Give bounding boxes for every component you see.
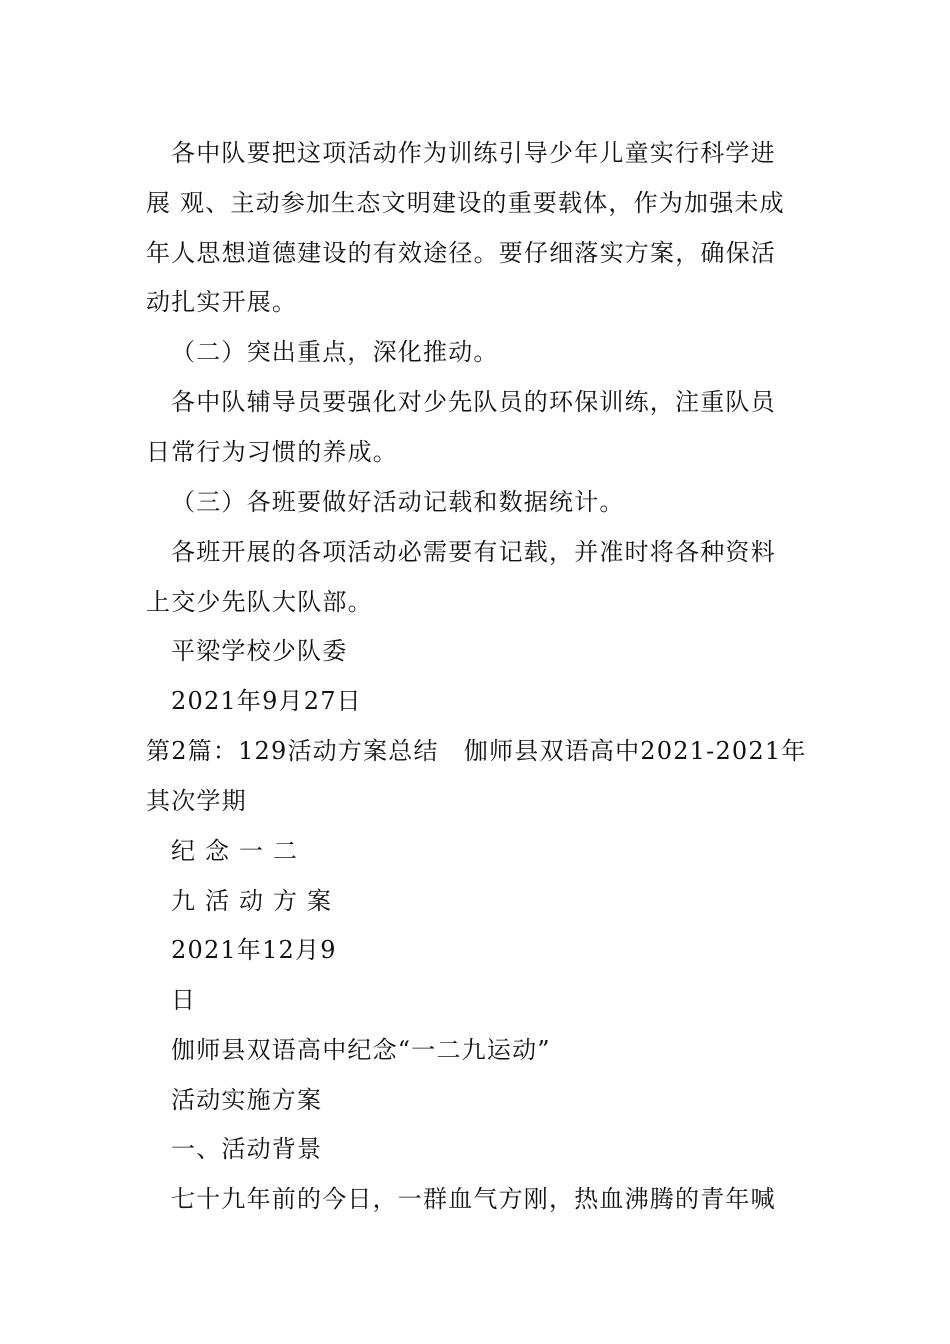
paragraph-line: 上交少先队大队部。 [146, 588, 373, 616]
paragraph-line: 各中队要把这项活动作为训练引导少年儿童实行科学进 [171, 139, 776, 167]
article-title: 第2篇：129活动方案总结 伽师县双语高中2021-2021年 [146, 737, 807, 765]
section-heading: （二）突出重点，深化推动。 [171, 338, 499, 366]
paragraph-line: 各班开展的各项活动必需要有记载，并准时将各种资料 [171, 538, 776, 566]
cover-date: 2021年12月9 [171, 936, 337, 964]
plan-title: 伽师县双语高中纪念“一二九运动” [171, 1036, 551, 1064]
signature-date: 2021年9月27日 [171, 687, 362, 715]
section-heading: 一、活动背景 [171, 1135, 323, 1163]
plan-subtitle: 活动实施方案 [171, 1086, 323, 1114]
paragraph-line: 七十九年前的今日，一群血气方刚，热血沸腾的青年喊 [171, 1185, 776, 1213]
paragraph-line: 动扎实开展。 [146, 288, 298, 316]
paragraph-line: 年人思想道德建设的有效途径。要仔细落实方案，确保活 [146, 239, 776, 267]
paragraph-line: 各中队辅导员要强化对少先队员的环保训练，注重队员 [171, 388, 776, 416]
cover-date-cont: 日 [171, 986, 197, 1014]
section-heading: （三）各班要做好活动记载和数据统计。 [171, 488, 625, 516]
cover-title-line: 纪念一二 [171, 837, 307, 865]
cover-title-line: 九活动方案 [171, 887, 341, 915]
paragraph-line: 展 观、主动参加生态文明建设的重要载体，作为加强未成 [146, 189, 785, 217]
signature-org: 平梁学校少队委 [171, 637, 348, 665]
article-title-cont: 其次学期 [146, 787, 247, 815]
paragraph-line: 日常行为习惯的养成。 [146, 438, 398, 466]
